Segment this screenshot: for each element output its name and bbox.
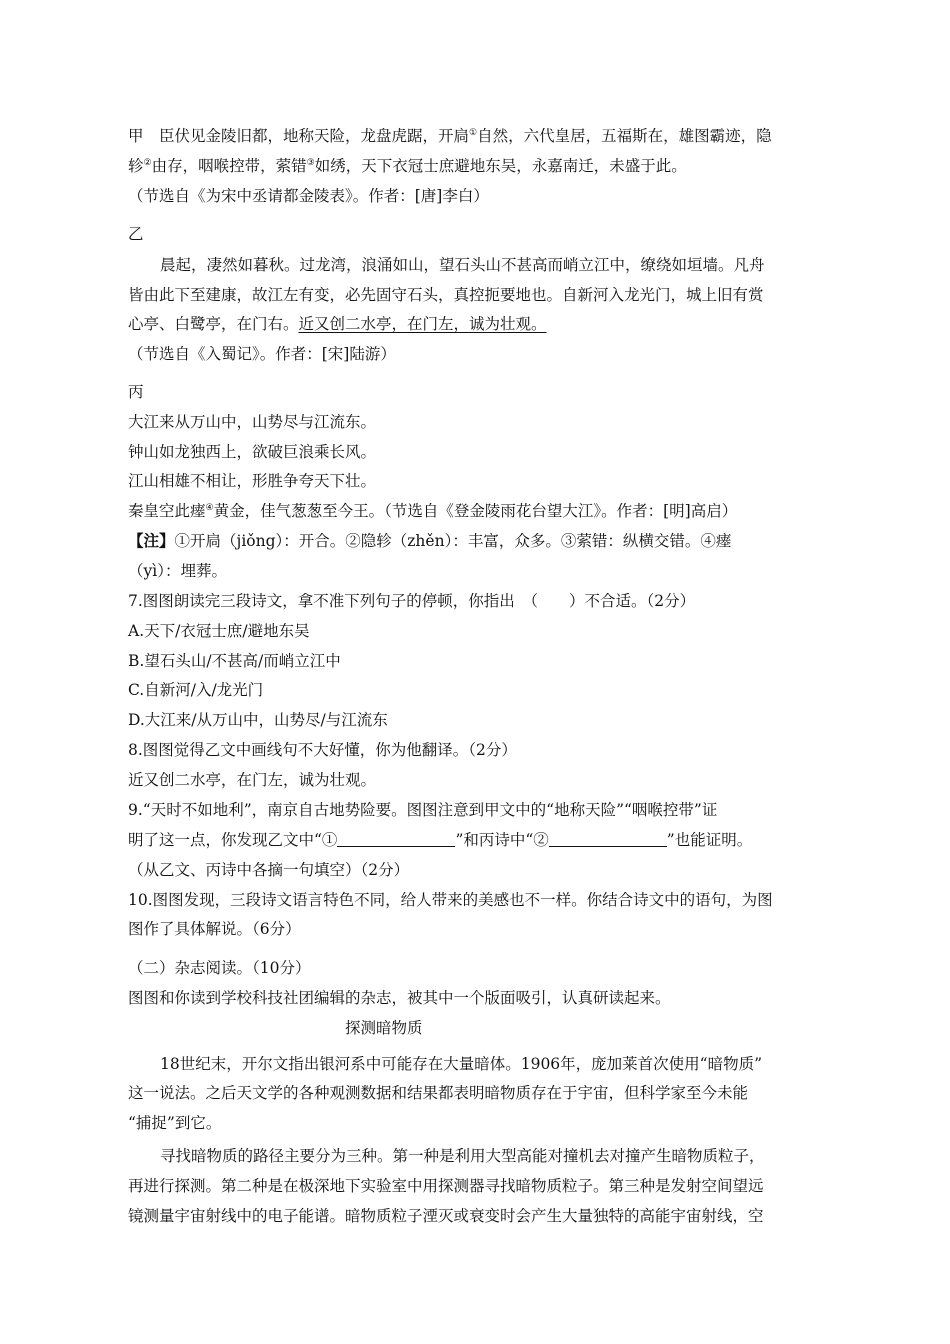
notes-line-1: 【注】①开扃（jiǒng）：开合。②隐轸（zhěn）：丰富，众多。③萦错：纵横交错。④瘗 bbox=[128, 531, 732, 550]
option-d: D.大江来/从万山中，山势尽/与江流东 bbox=[128, 711, 388, 729]
answer-blank-2[interactable] bbox=[549, 830, 667, 847]
bing-line-3: 江山相雄不相让，形胜争夸天下壮。 bbox=[128, 472, 377, 490]
bing-line-2: 钟山如龙独西上，欲破巨浪乘长风。 bbox=[128, 443, 377, 461]
question-9-line-2: 明了这一点，你发现乙文中“① ”和丙诗中“② ”也能证明。 bbox=[128, 831, 753, 849]
yi-source: （节选自《入蜀记》。作者：[宋]陆游） bbox=[128, 345, 396, 363]
section-2-intro: 图图和你读到学校科技社团编辑的杂志，被其中一个版面吸引，认真研读起来。 bbox=[128, 989, 671, 1007]
article-p1-line-3: “捕捉”到它。 bbox=[128, 1114, 222, 1132]
jia-line-2: 轸②由存，咽喉控带，萦错③如绣，天下衣冠士庶避地东吴，永嘉南迁，未盛于此。 bbox=[128, 157, 687, 175]
article-p1-line-2: 这一说法。之后天文学的各种观测数据和结果都表明暗物质存在于宇宙，但科学家至今未能 bbox=[128, 1084, 749, 1102]
bing-line-1: 大江来从万山中，山势尽与江流东。 bbox=[128, 413, 377, 431]
question-8-sentence: 近又创二水亭，在门左，诚为壮观。 bbox=[128, 771, 377, 789]
notes-line-2: （yì）：埋葬。 bbox=[128, 562, 227, 580]
underlined-sentence: 近又创二水亭，在门左，诚为壮观。 bbox=[298, 315, 547, 333]
answer-blank-1[interactable] bbox=[337, 830, 455, 847]
article-p2-line-2: 再进行探测。第二种是在极深地下实验室中用探测器寻找暗物质粒子。第三种是发射空间望远 bbox=[128, 1177, 764, 1195]
article-p2-line-1: 寻找暗物质的路径主要分为三种。第一种是利用大型高能对撞机去对撞产生暗物质粒子， bbox=[160, 1147, 765, 1165]
section-2-heading: （二）杂志阅读。（10分） bbox=[128, 959, 311, 977]
question-8: 8.图图觉得乙文中画线句不大好懂，你为他翻译。（2分） bbox=[128, 741, 517, 759]
question-7: 7.图图朗读完三段诗文，拿不准下列句子的停顿，你指出 （ ）不合适。（2分） bbox=[128, 592, 696, 610]
option-b: B.望石头山/不甚高/而峭立江中 bbox=[128, 652, 341, 670]
question-9-line-3: （从乙文、丙诗中各摘一句填空）（2分） bbox=[128, 861, 410, 879]
option-c: C.自新河/入/龙光门 bbox=[128, 681, 264, 699]
option-a: A.天下/衣冠士庶/避地东吴 bbox=[128, 622, 310, 640]
yi-line-3: 心亭、白鹭亭，在门右。近又创二水亭，在门左，诚为壮观。 bbox=[128, 315, 547, 333]
yi-line-1: 晨起，凄然如暮秋。过龙湾，浪涌如山，望石头山不甚高而峭立江中，缭绕如垣墙。凡舟 bbox=[160, 256, 765, 274]
bing-line-4: 秦皇空此瘗④黄金，佳气葱葱至今王。（节选自《登金陵雨花台望大江》。作者：[明]高启） bbox=[128, 502, 738, 520]
jia-line-1: 甲 臣伏见金陵旧都，地称天险，龙盘虎踞，开扃①自然，六代皇居，五福斯在，雄图霸迹，隐 bbox=[128, 127, 772, 145]
article-p2-line-3: 镜测量宇宙射线中的电子能谱。暗物质粒子湮灭或衰变时会产生大量独特的高能宇宙射线，空 bbox=[128, 1207, 764, 1225]
article-title: 探测暗物质 bbox=[345, 1019, 423, 1037]
yi-label: 乙 bbox=[128, 225, 144, 243]
question-9-line-1: 9.“天时不如地利”，南京自古地势险要。图图注意到甲文中的“地称天险”“咽喉控带”证 bbox=[128, 801, 718, 819]
article-p1-line-1: 18世纪末，开尔文指出银河系中可能存在大量暗体。1906年，庞加莱首次使用“暗物质” bbox=[160, 1055, 763, 1073]
question-10-line-1: 10.图图发现，三段诗文语言特色不同，给人带来的美感也不一样。你结合诗文中的语句，为图 bbox=[128, 891, 773, 909]
bing-label: 丙 bbox=[128, 383, 144, 401]
yi-line-2: 皆由此下至建康，故江左有变，必先固守石头，真控扼要地也。自新河入龙光门，城上旧有赏 bbox=[128, 286, 764, 304]
question-10-line-2: 图作了具体解说。（6分） bbox=[128, 920, 301, 938]
jia-source: （节选自《为宋中丞请都金陵表》。作者：[唐]李白） bbox=[128, 187, 489, 205]
